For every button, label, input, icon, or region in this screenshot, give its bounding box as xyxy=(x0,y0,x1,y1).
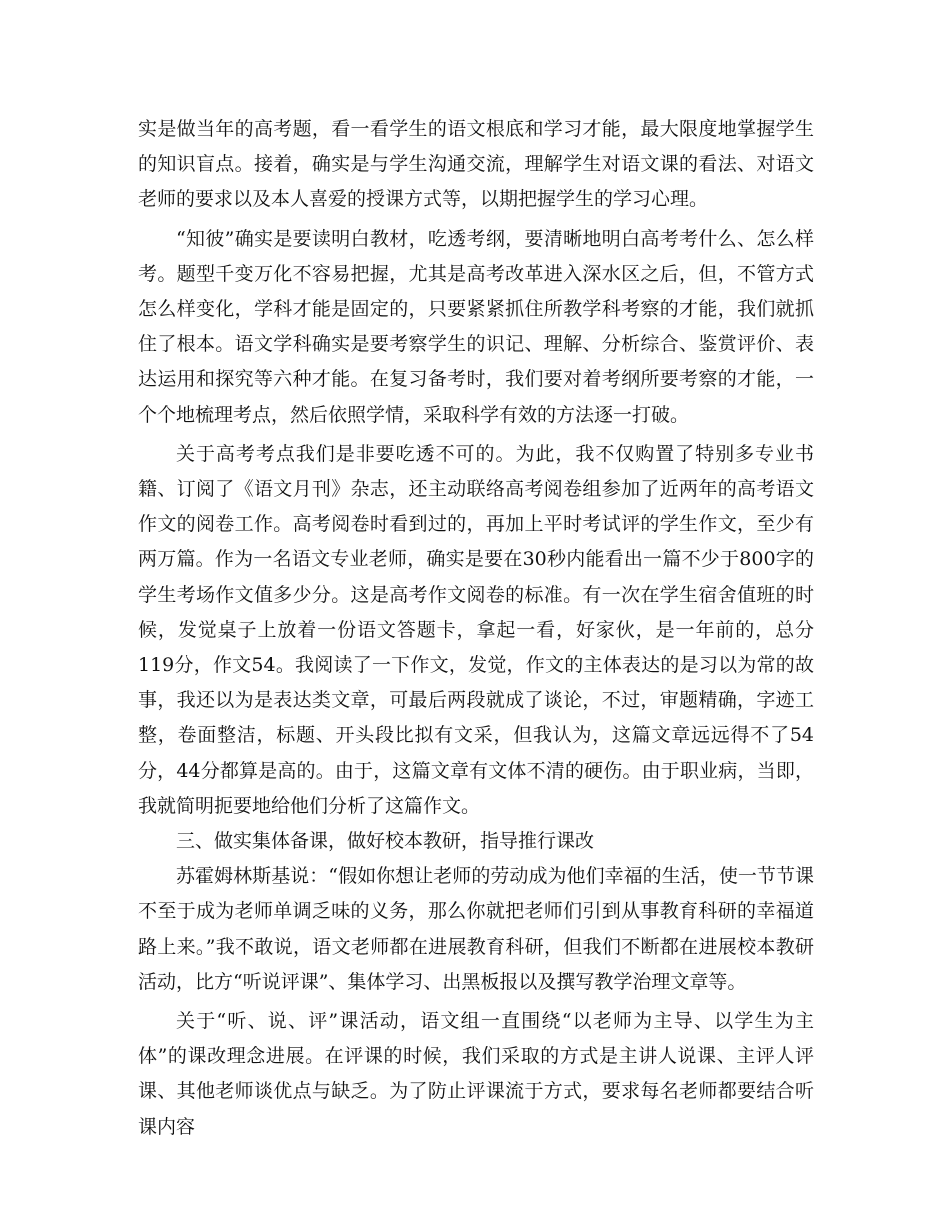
paragraph-4: 苏霍姆林斯基说：“假如你想让老师的劳动成为他们幸福的生活，使一节节课不至于成为老师单调乏味的义务，那么你就把老师们引到从事教育科研的幸福道路上来。”我不敢说，语文老师都在进展教育科研，但我们不断都在进展校本教研活动，比方“听说评课”、集体学习、出黑板报以及撰写教学治理文章等。 xyxy=(138,865,814,993)
paragraph-5: 关于“听、说、评”课活动，语文组一直围绕“以老师为主导、以学生为主体”的课改理念进展。在评课的时候，我们采取的方式是主讲人说课、主评人评课、其他老师谈优点与缺乏。为了防止评课流于方式，要求每名老师都要结合听课内容 xyxy=(138,1010,814,1138)
document-body xyxy=(138,112,814,1145)
paragraph-3: 关于高考考点我们是非要吃透不可的。为此，我不仅购置了特别多专业书籍、订阅了《语文月刊》杂志，还主动联络高考阅卷组参加了近两年的高考语文作文的阅卷工作。高考阅卷时看到过的，再加上平时考试评的学生作文，至少有两万篇。作为一名语文专业老师，确实是要在30秒内能看出一篇不少于800字的学生考场作文值多少分。这是高考作文阅卷的标准。有一次在学生宿舍值班的时候，发觉桌子上放着一份语文答题卡，拿起一看，好家伙，是一年前的，总分119分，作文54。我阅读了一下作文，发觉，作文的主体表达的是习以为常的故事，我还以为是表达类文章，可最后两段就成了谈论，不过，审题精确，字迹工整，卷面整洁，标题、开头段比拟有文采，但我认为，这篇文章远远得不了54分，44分都算是高的。由于，这篇文章有文体不清的硬伤。由于职业病，当即，我就简明扼要地给他们分析了这篇作文。 xyxy=(138,442,814,817)
paragraph-1: 实是做当年的高考题，看一看学生的语文根底和学习才能，最大限度地掌握学生的知识盲点。接着，确实是与学生沟通交流，理解学生对语文课的看法、对语文老师的要求以及本人喜爱的授课方式等，以期把握学生的学习心理。 xyxy=(138,118,814,211)
section-heading: 三、做实集体备课，做好校本教研，指导推行课改 xyxy=(176,830,595,853)
paragraph-2: “知彼”确实是要读明白教材，吃透考纲，要清晰地明白高考考什么、怎么样考。题型千变万化不容易把握，尤其是高考改革进入深水区之后，但，不管方式怎么样变化，学科才能是固定的，只要紧紧抓住所教学科考察的才能，我们就抓住了根本。语文学科确实是要考察学生的识记、理解、分析综合、鉴赏评价、表达运用和探究等六种才能。在复习备考时，我们要对着考纲所要考察的才能，一个个地梳理考点，然后依照学情，采取科学有效的方法逐一打破。 xyxy=(138,227,814,426)
